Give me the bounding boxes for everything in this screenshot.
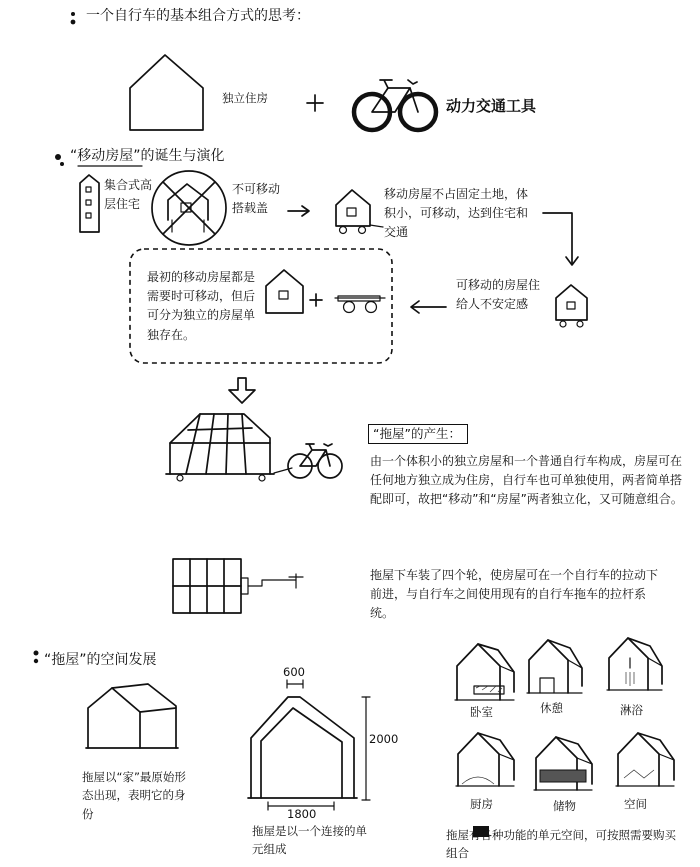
plus-sign-icon xyxy=(307,95,323,111)
trailer-house-icon xyxy=(336,190,383,234)
arrow-left-icon xyxy=(411,301,446,313)
section3-title: “拖屋”的空间发展 xyxy=(44,652,157,668)
variant-bedroom-icon xyxy=(455,644,514,700)
bicycle-icon xyxy=(354,80,436,130)
dim-2000-label: 2000 xyxy=(369,732,399,746)
variant-shower-icon xyxy=(607,638,662,690)
variant-label-kitchen: 厨房 xyxy=(470,797,493,811)
dim-1800-label: 1800 xyxy=(287,807,317,821)
tuowu-birth-paragraph: 由一个体积小的独立房屋和一个普通自行车构成，房屋可在任何地方独立成为住房，自行车也可单独使用，两者简单搭配即可，故把“移动”和“房屋”两者独立化，又可随意组合。 xyxy=(370,454,683,507)
house-outline-icon xyxy=(130,55,203,130)
variant-label-space: 空间 xyxy=(624,797,647,811)
tuowu-mechanism-paragraph: 拖屋下车装了四个轮，使房屋可在一个自行车的拉动下前进，与自行车之间使用现有的自行车拖车的拉杆系统。 xyxy=(370,568,659,621)
variant-rest-icon xyxy=(527,640,582,693)
variant-label-rest: 休憩 xyxy=(540,701,563,715)
extruded-house-icon xyxy=(86,684,178,748)
plan-view-icon xyxy=(173,559,303,613)
independent-house-label: 独立住房 xyxy=(222,91,268,105)
box-house-icon xyxy=(266,270,303,313)
front-elevation-icon xyxy=(248,680,370,810)
tall-building-icon xyxy=(80,175,99,232)
wheeled-house-icon xyxy=(556,285,587,327)
transport-tool-label: 动力交通工具 xyxy=(446,97,537,115)
arrow-down-right-icon xyxy=(543,213,578,265)
trailer-note-text: 移动房屋不占固定土地，体积小，可移动，达到住宅和交通 xyxy=(384,187,529,240)
trailer-with-bicycle-icon xyxy=(166,414,342,481)
plus-sign-icon xyxy=(310,294,322,306)
section2-title: “移动房屋”的诞生与演化 xyxy=(70,148,225,164)
hollow-down-arrow-icon xyxy=(229,378,255,403)
cannot-carry-label: 不可移动搭载盖 xyxy=(232,182,281,216)
traditional-housing-label: 集合式高层住宅 xyxy=(104,178,153,212)
caption-front-elevation: 拖屋是以一个连接的单元组成 xyxy=(252,824,367,857)
arrow-right-icon xyxy=(288,206,309,216)
variant-label-bedroom: 卧室 xyxy=(470,705,493,719)
section3-bullet-icon xyxy=(34,651,39,664)
tuowu-birth-title: “拖屋”的产生： xyxy=(368,424,468,444)
crossed-house-icon xyxy=(152,171,226,245)
section2-bullet-icon xyxy=(55,154,64,166)
variant-label-shower: 淋浴 xyxy=(620,703,643,717)
chassis-icon xyxy=(335,296,385,313)
variant-space-icon xyxy=(616,733,674,786)
earliest-mobile-text: 最初的移动房屋都是需要时可移动，但后可分为独立的房屋单独存在。 xyxy=(147,270,256,342)
mobile-limits-text: 可移动的房屋住给人不安定感 xyxy=(456,278,541,312)
section1-title: 一个自行车的基本组合方式的思考： xyxy=(86,8,310,24)
caption-extruded-house: 拖屋以“家”最原始形态出现，表明它的身份 xyxy=(82,770,186,821)
variant-kitchen-icon xyxy=(456,733,514,786)
variant-storage-icon xyxy=(534,737,592,790)
dim-600-label: 600 xyxy=(283,665,305,679)
section1-bullet-icon xyxy=(71,12,76,24)
variant-label-storage: 储物 xyxy=(553,799,576,813)
caption-variants: 拖屋有各种功能的单元空间，可按照需要购买组合 xyxy=(446,828,676,861)
